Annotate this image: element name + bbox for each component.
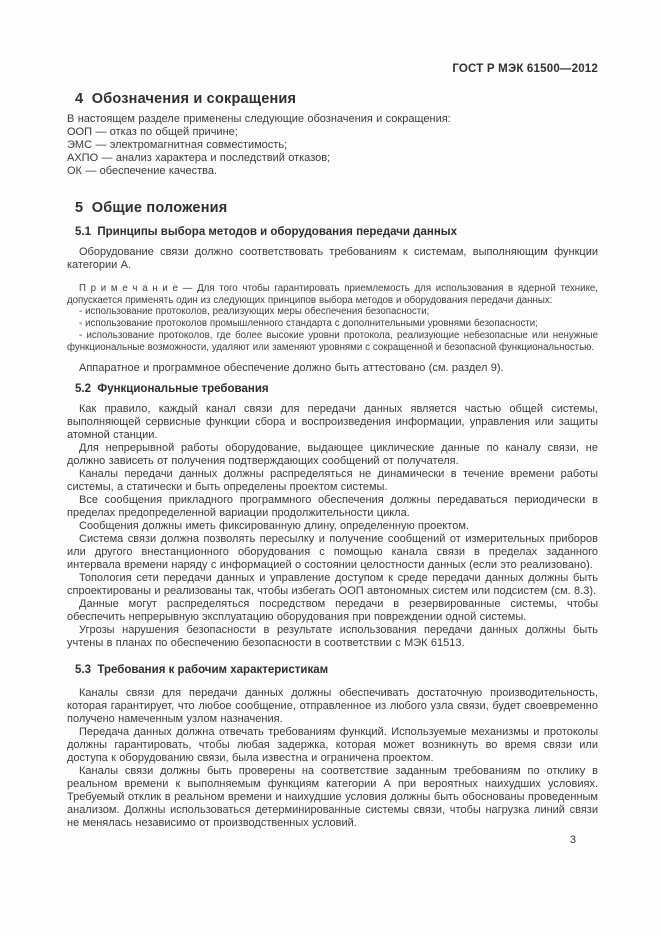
note-block	[67, 283, 598, 353]
abbreviation-item-ok: ОК — обеспечение качества.	[67, 165, 218, 177]
section-5-2-paragraph: Топология сети передачи данных и управление доступом к среде передачи данных должны быть спроектированы и реализованы так, чтобы избегать ООП автономных систем или подсистем (см. 8.3).	[67, 572, 598, 598]
section-5-3-paragraph: Каналы связи должны быть проверены на соответствие заданным требованиям по отклику в реальном времени к выполняемым функциям категории А при вероятных наихудших условиях. Требуемый отклик в реальном времени и наихудшие условия должны быть обоснованы проведенным анализом. Должны использоваться детерминированные системы связи, чтобы нагрузка линий связи не менялась независимо от производственных условий.	[67, 765, 598, 830]
section-5-2-paragraph: Для непрерывной работы оборудование, выдающее циклические данные по каналу связи, не должно зависеть от получения подтверждающих сообщений от получателя.	[67, 442, 598, 468]
abbreviation-item-ems: ЭМС — электромагнитная совместимость;	[67, 139, 288, 151]
section-5-1-paragraph: Оборудование связи должно соответствовать требованиям к системам, выполняющим функции категории А.	[67, 246, 598, 271]
section-5-2-paragraph: Данные могут распределяться посредством передачи в резервированные системы, чтобы обеспечить непрерывную эксплуатацию оборудования при повреждении одной системы.	[67, 598, 598, 624]
document-content	[67, 63, 598, 847]
document-header-designation: ГОСТ Р МЭК 61500—2012	[452, 63, 598, 75]
section-5-2-paragraph: Как правило, каждый канал связи для передачи данных является частью общей системы, выполняющей сервисные функции сбора и воспроизведения информации, управления или защиты атомной станции.	[67, 403, 598, 442]
section-5-2-paragraph: Все сообщения прикладного программного обеспечения должны передаваться периодически в пределах предопределенной вариации продолжительности цикла.	[67, 494, 598, 520]
note-text: — Для того чтобы гарантировать приемлемость для использования в ядерной технике, допускается применять один из следующих принципов выбора методов и оборудования передачи данных:	[67, 283, 598, 306]
section-5-2-paragraph: Каналы передачи данных должны распределяться не динамически в течение времени работы системы, а статически и быть определены проектом системы.	[67, 468, 598, 494]
note-list-item: - использование протоколов промышленного стандарта с дополнительными уровнями безопасности;	[79, 318, 538, 330]
section-4-title: 4 Обозначения и сокращения	[75, 91, 297, 107]
section-5-2-paragraph: Сообщения должны иметь фиксированную длину, определенную проектом.	[79, 520, 469, 533]
section-5-title: 5 Общие положения	[75, 200, 228, 216]
abbreviation-item-oop: ООП — отказ по общей причине;	[67, 126, 238, 138]
page-number: 3	[569, 834, 576, 847]
note-list-item: - использование протоколов, реализующих меры обеспечения безопасности;	[79, 306, 430, 318]
section-5-3-title: 5.3 Требования к рабочим характеристикам	[75, 664, 329, 677]
note-list-item: - использование протоколов, где более высокие уровни протокола, реализующие небезопасные или ненужные функциональные возможности, удаляют или заменяют уровнями с сокращенной и безопасной функциональностью.	[67, 329, 598, 353]
note-intro	[67, 283, 598, 306]
section-5-1-title: 5.1 Принципы выбора методов и оборудования передачи данных	[75, 226, 457, 238]
section-5-2-title: 5.2 Функциональные требования	[75, 383, 269, 396]
note-label: П р и м е ч а н и е	[79, 283, 178, 294]
section-5-2-paragraph: Система связи должна позволять пересылку и получение сообщений от измерительных приборов или другого внестанционного оборудования с помощью канала связи в пределах заданного интервала времени наряду с информацией о состоянии целостности данных (если это реализовано).	[67, 533, 598, 572]
abbreviation-item-ahpo: АХПО — анализ характера и последствий отказов;	[67, 152, 331, 164]
section-5-2-paragraph: Угрозы нарушения безопасности в результате использования передачи данных должны быть учтены в планах по обеспечению безопасности в соответствии с МЭК 61513.	[67, 624, 598, 650]
section-5-3-paragraph: Передача данных должна отвечать требованиям функций. Используемые механизмы и протоколы должны гарантировать, чтобы любая задержка, которая может возникнуть во время связи или доступа к оборудованию связи, была известна и ограничена проектом.	[67, 726, 598, 765]
section-5-1-paragraph: Аппаратное и программное обеспечение должно быть аттестовано (см. раздел 9).	[79, 362, 504, 375]
section-4-intro: В настоящем разделе применены следующие обозначения и сокращения:	[67, 113, 451, 125]
section-5-3-paragraph: Каналы связи для передачи данных должны обеспечивать достаточную производительность, которая гарантирует, что любое сообщение, отправленное из любого узла связи, будет своевременно получено намеченным узлом назначения.	[67, 687, 598, 726]
